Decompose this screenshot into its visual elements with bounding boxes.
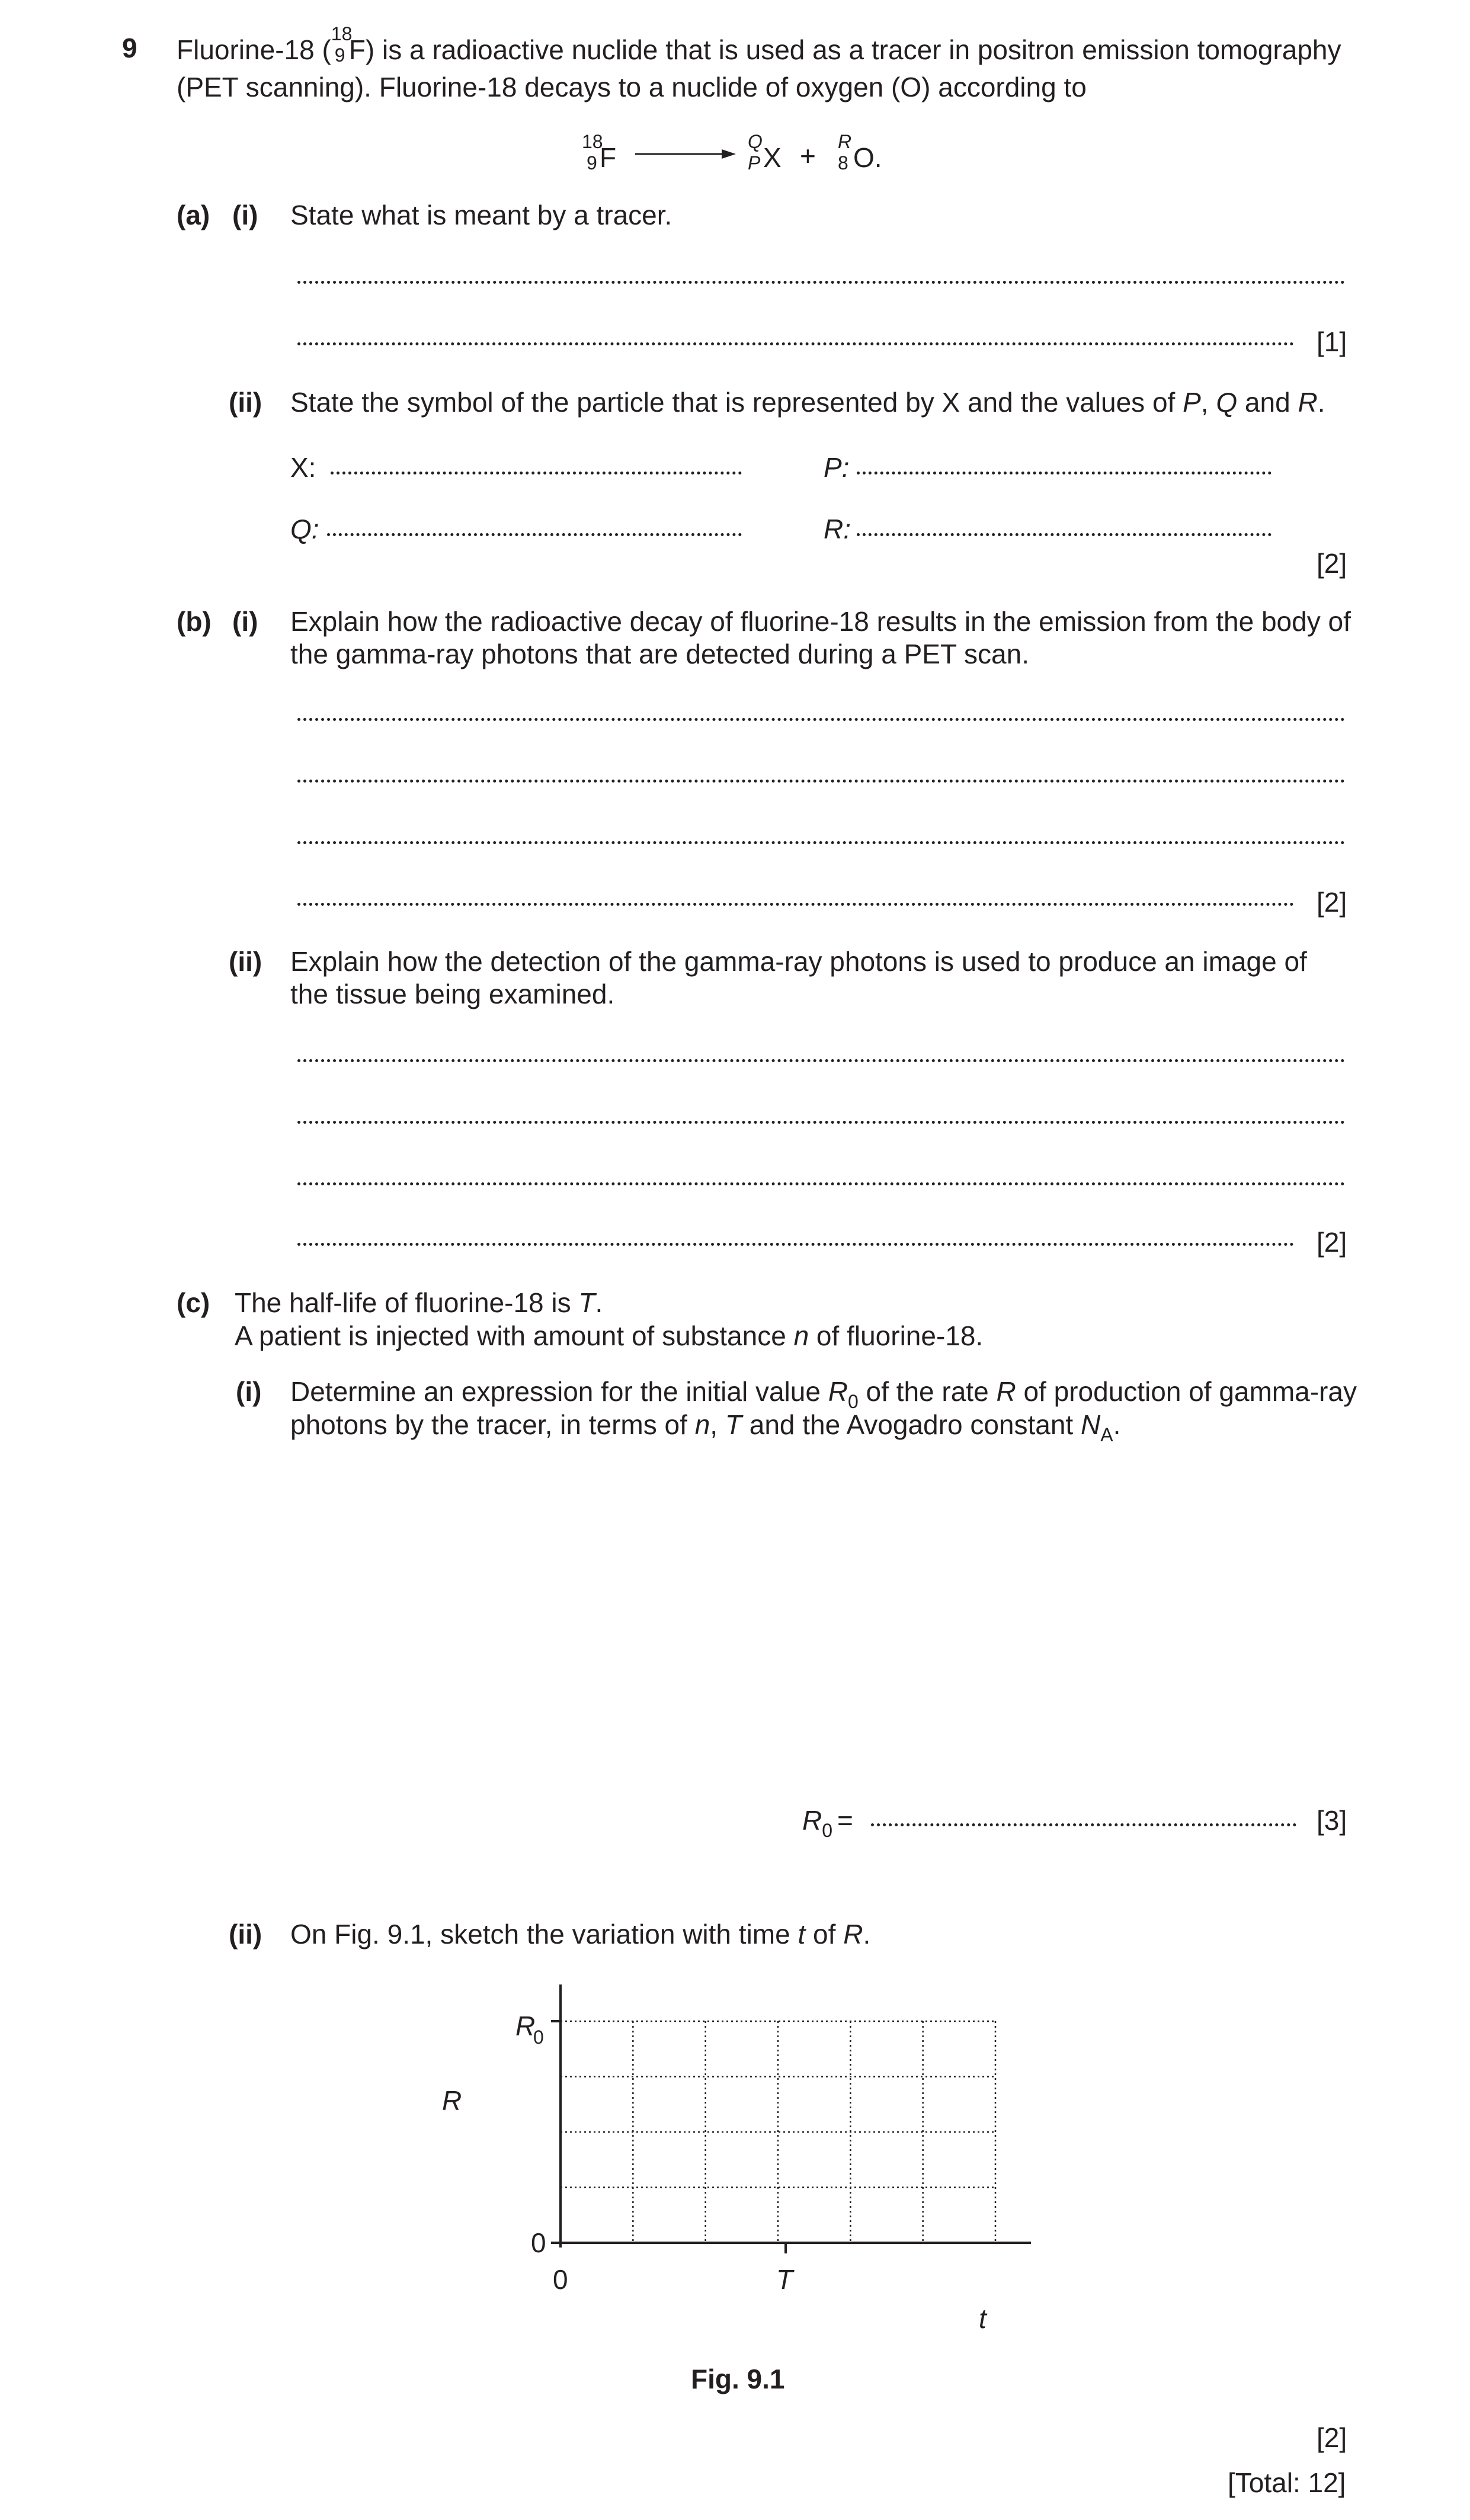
- c-i-text-1: Determine an expression for the initial value: [290, 1376, 828, 1407]
- c-i-r0: R: [828, 1376, 848, 1407]
- part-a-ii-p: P: [1183, 387, 1201, 418]
- c-i-n: n: [694, 1409, 710, 1440]
- nuclide-mass-number: 18: [331, 23, 353, 44]
- c-ii-t: t: [798, 1919, 806, 1950]
- y-zero-label: 0: [531, 2227, 546, 2258]
- intro-text-pre: Fluorine-18 (: [177, 34, 331, 65]
- r0-answer-r: R: [802, 1805, 822, 1836]
- r-label: R:: [824, 514, 851, 544]
- x-t-label: T: [776, 2264, 793, 2295]
- eq-f-atomic: 9: [587, 152, 597, 174]
- part-c-i-label: (i): [236, 1376, 262, 1407]
- eq-x-q: Q: [748, 131, 763, 152]
- x-label: X:: [290, 452, 316, 483]
- c-ii-r: R: [843, 1919, 863, 1950]
- x-axis-label: t: [979, 2303, 987, 2334]
- r0-answer-sub: 0: [822, 1820, 833, 1841]
- part-b-i-label: (i): [232, 606, 258, 637]
- c-i-r: R: [996, 1376, 1016, 1407]
- part-a-label: (a): [177, 200, 210, 230]
- c-i-end: .: [1113, 1409, 1121, 1440]
- intro-text-post: ) is a radioactive nuclide that is used as a tracer in positron emission tomography: [365, 34, 1341, 65]
- marks-c-i: [3]: [1317, 1805, 1347, 1836]
- part-c-line-1-end: .: [595, 1287, 603, 1318]
- part-c-line-1-text: The half-life of fluorine-18 is: [235, 1287, 579, 1318]
- part-b-i-question: Explain how the radioactive decay of fluorine-18 results in the emission from the body of the gamma-ray photons that are detected during a PET scan.: [290, 606, 1351, 669]
- part-b-ii-label: (ii): [229, 946, 262, 977]
- figure-caption: Fig. 9.1: [691, 2364, 785, 2394]
- marks-a-i: [1]: [1317, 326, 1347, 357]
- y-top-label-sub: 0: [533, 2027, 544, 2048]
- c-ii-text-2: of: [805, 1919, 844, 1950]
- graph-grid: [561, 2021, 995, 2243]
- c-ii-end: .: [863, 1919, 871, 1950]
- part-c-line-2-text: A patient is injected with amount of substance: [235, 1320, 794, 1351]
- part-a-i-question: State what is meant by a tracer.: [290, 200, 672, 230]
- eq-o-symbol: O.: [853, 142, 882, 173]
- eq-x-p: P: [748, 152, 761, 174]
- part-c-ii-label: (ii): [229, 1919, 262, 1950]
- part-a-ii-and: and: [1237, 387, 1298, 418]
- eq-o-atomic: 8: [838, 152, 848, 174]
- eq-f-symbol: F: [600, 142, 617, 173]
- part-b-label: (b): [177, 606, 212, 637]
- p-label: P:: [824, 452, 850, 483]
- part-b-ii-question: Explain how the detection of the gamma-ray photons is used to produce an image of the tissue being examined.: [290, 946, 1307, 1009]
- intro-line-2: (PET scanning). Fluorine-18 decays to a nuclide of oxygen (O) according to: [177, 72, 1087, 102]
- c-ii-text-1: On Fig. 9.1, sketch the variation with time: [290, 1919, 798, 1950]
- part-c-n: n: [793, 1320, 809, 1351]
- marks-c-ii: [2]: [1317, 2422, 1347, 2453]
- part-a-ii-comma: ,: [1200, 387, 1216, 418]
- eq-f-mass: 18: [582, 131, 603, 152]
- marks-b-i: [2]: [1317, 887, 1347, 918]
- c-i-comma: ,: [710, 1409, 725, 1440]
- c-i-t: T: [725, 1409, 742, 1440]
- part-c-half-life-t: T: [578, 1287, 595, 1318]
- x-zero-label: 0: [553, 2264, 568, 2295]
- total-marks: [Total: 12]: [1228, 2467, 1346, 2498]
- eq-o-r: R: [838, 131, 852, 152]
- part-a-ii-text: State the symbol of the particle that is represented by X and the values of: [290, 387, 1183, 418]
- c-i-text-4: photons by the tracer, in terms of: [290, 1409, 695, 1440]
- c-i-r0-sub: 0: [847, 1391, 859, 1412]
- question-number: 9: [122, 33, 137, 63]
- part-a-ii-q: Q: [1216, 387, 1238, 418]
- marks-a-ii: [2]: [1317, 548, 1347, 579]
- marks-b-ii: [2]: [1317, 1227, 1347, 1258]
- part-a-ii-r: R: [1298, 387, 1318, 418]
- part-c-line-2-post: of fluorine-18.: [809, 1320, 984, 1351]
- c-i-text-2: of the rate: [858, 1376, 997, 1407]
- y-top-label-r: R: [515, 2011, 536, 2041]
- nuclide-symbol: F: [348, 34, 366, 65]
- y-axis-label: R: [442, 2085, 462, 2116]
- q-label: Q:: [290, 514, 319, 544]
- eq-x-symbol: X: [763, 142, 782, 173]
- part-a-ii-label: (ii): [229, 387, 262, 418]
- part-c-label: (c): [177, 1287, 210, 1318]
- part-a-i-label: (i): [232, 200, 258, 230]
- nuclide-atomic-number: 9: [334, 44, 345, 66]
- c-i-text-3: of production of gamma-ray: [1016, 1376, 1357, 1407]
- r0-answer-equals: =: [837, 1805, 853, 1836]
- eq-plus: +: [800, 140, 816, 171]
- c-i-na-sub: A: [1100, 1424, 1113, 1445]
- c-i-na: N: [1081, 1409, 1101, 1440]
- part-a-ii-end: .: [1317, 387, 1325, 418]
- c-i-text-5: and the Avogadro constant: [741, 1409, 1081, 1440]
